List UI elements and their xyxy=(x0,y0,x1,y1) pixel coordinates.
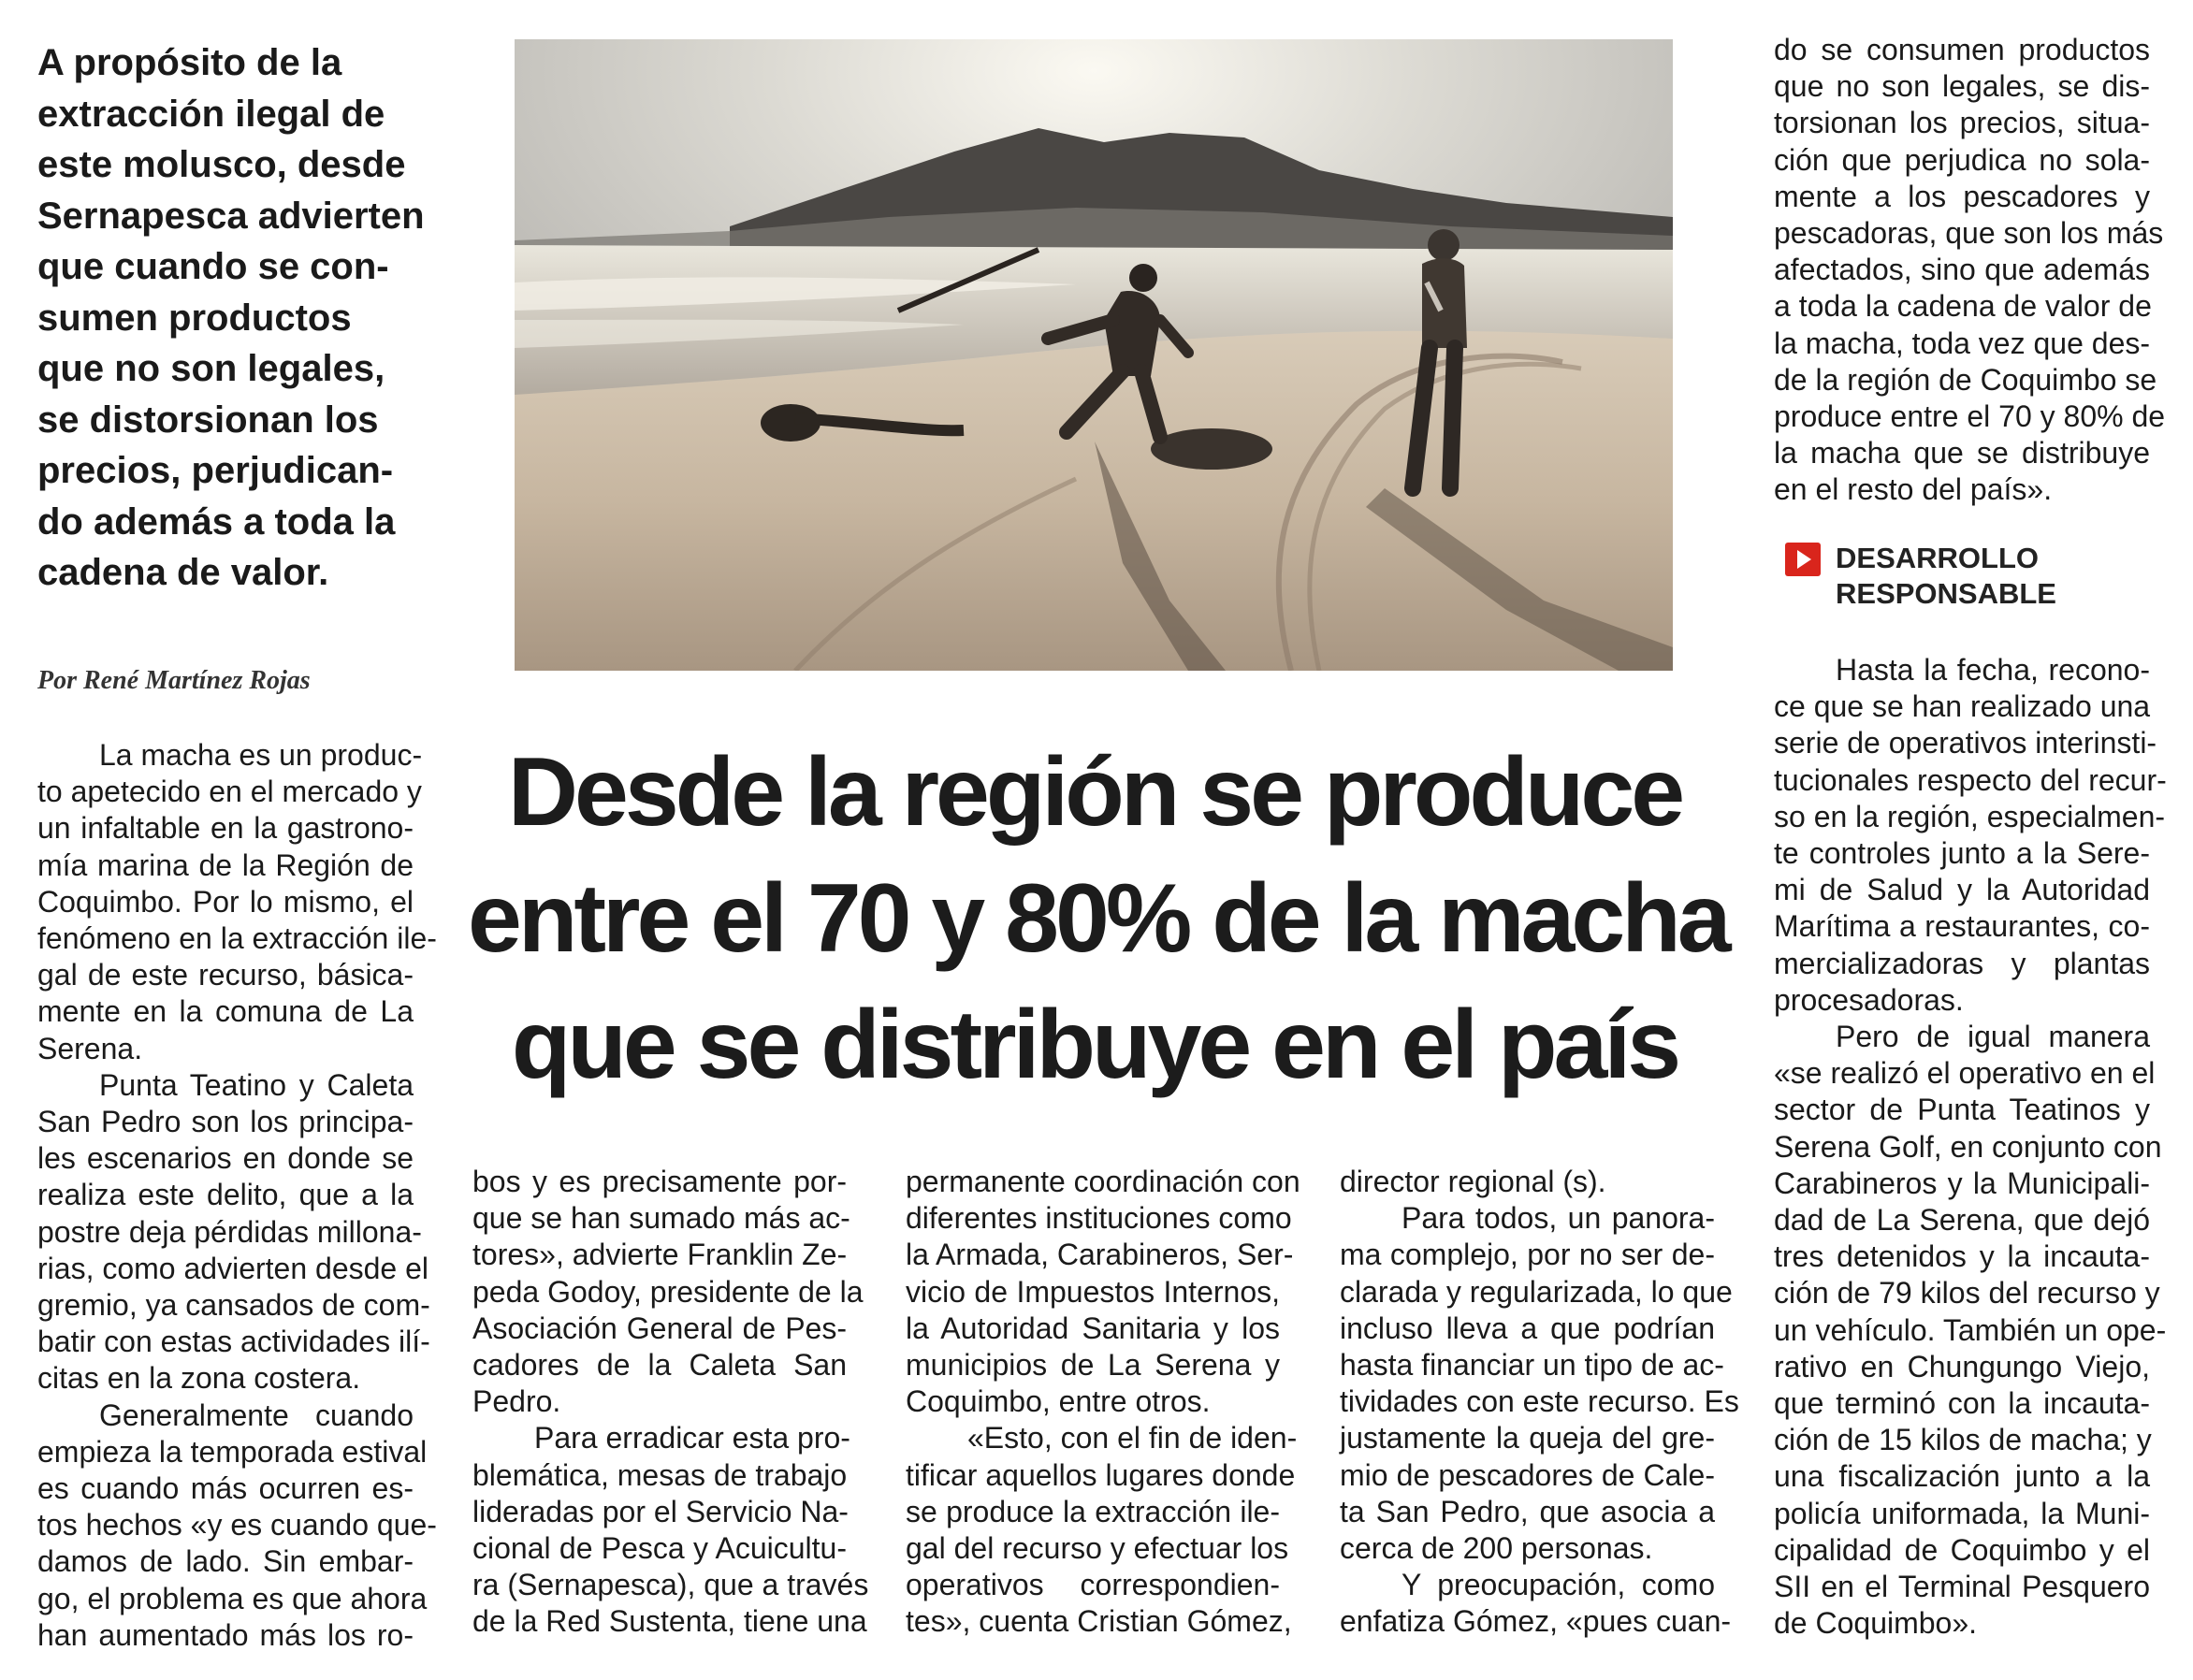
body-line: ta San Pedro, que asocia a xyxy=(1340,1494,1715,1528)
body-line: una fiscalización junto a la xyxy=(1774,1459,2150,1494)
body-line: mente a los pescadores y xyxy=(1774,179,2150,213)
body-line: de la región de Coquimbo se xyxy=(1774,362,2157,397)
body-column-1 xyxy=(37,737,437,1654)
body-line: Serena Golf, en conjunto con xyxy=(1774,1129,2162,1164)
body-line: do se consumen productos xyxy=(1774,33,2150,66)
body-line: ción de 15 kilos de macha; y xyxy=(1774,1423,2152,1457)
body-line: operativos correspondien- xyxy=(906,1568,1280,1602)
body-line: Asociación General de Pes- xyxy=(472,1311,847,1345)
body-line: Coquimbo, entre otros. xyxy=(906,1384,1211,1419)
headline-line: entre el 70 y 80% de la macha xyxy=(468,864,1728,973)
play-marker-icon xyxy=(1785,543,1821,576)
body-column-2 xyxy=(472,1164,869,1641)
body-line: mente en la comuna de La xyxy=(37,994,414,1029)
body-line: cipalidad de Coquimbo y el xyxy=(1774,1532,2150,1567)
body-line: que no son legales, se dis- xyxy=(1774,69,2150,104)
lead-line: A propósito de la xyxy=(37,42,342,83)
body-line: batir con estas actividades ilí- xyxy=(37,1325,430,1359)
body-line: permanente coordinación con xyxy=(906,1165,1300,1198)
body-line: torsionan los precios, situa- xyxy=(1774,106,2150,140)
body-line: cional de Pesca y Acuicultu- xyxy=(472,1531,847,1566)
body-line: «se realizó el operativo en el xyxy=(1774,1056,2156,1091)
body-line: Para todos, un panora- xyxy=(1401,1201,1715,1236)
lead-line: sumen productos xyxy=(37,297,352,339)
body-line: diferentes instituciones como xyxy=(906,1201,1292,1236)
body-line: que se han sumado más ac- xyxy=(472,1201,850,1236)
body-line: enfatiza Gómez, «pues cuan- xyxy=(1340,1604,1732,1639)
subhead-line: DESARROLLO xyxy=(1836,542,2039,574)
body-line: tores», advierte Franklin Ze- xyxy=(472,1238,848,1272)
lead-line: cadena de valor. xyxy=(37,552,329,593)
body-column-4 xyxy=(1340,1164,1739,1641)
body-line: so en la región, especialmen- xyxy=(1774,799,2166,833)
body-line: incluso lleva a que podrían xyxy=(1340,1311,1715,1345)
body-line: Generalmente cuando xyxy=(99,1398,414,1432)
body-line: peda Godoy, presidente de la xyxy=(472,1274,864,1309)
body-line: afectados, sino que además xyxy=(1774,253,2150,287)
body-line: a toda la cadena de valor de xyxy=(1774,289,2152,324)
body-line: damos de lado. Sin embar- xyxy=(37,1544,414,1579)
body-line: ra (Sernapesca), que a través xyxy=(472,1568,869,1602)
body-line: mía marina de la Región de xyxy=(37,847,414,882)
body-line: blemática, mesas de trabajo xyxy=(472,1457,848,1492)
body-line: serie de operativos interinsti- xyxy=(1774,726,2157,760)
body-line: se produce la extracción ile- xyxy=(906,1494,1280,1528)
body-line: tificar aquellos lugares donde xyxy=(906,1457,1296,1492)
body-line: Y preocupación, como xyxy=(1401,1568,1715,1602)
body-column-5b xyxy=(1774,652,2167,1642)
body-line: han aumentado más los ro- xyxy=(37,1617,414,1652)
beach-photo xyxy=(515,39,1673,671)
body-line: es cuando más ocurren es- xyxy=(37,1471,414,1506)
headline-line: Desde la región se produce xyxy=(507,738,1682,847)
body-line: de la Red Sustenta, tiene una xyxy=(472,1604,867,1639)
body-line: «Esto, con el fin de iden- xyxy=(967,1421,1298,1456)
lead-line: precios, perjudican- xyxy=(37,450,394,491)
lead-line: este molusco, desde xyxy=(37,144,406,185)
subhead-line: RESPONSABLE xyxy=(1836,577,2056,610)
body-column-3 xyxy=(906,1164,1300,1641)
body-line: Pero de igual manera xyxy=(1836,1020,2150,1054)
body-line: ce que se han realizado una xyxy=(1774,689,2151,724)
body-line: un vehículo. También un ope- xyxy=(1774,1312,2167,1347)
body-line: Punta Teatino y Caleta xyxy=(99,1067,414,1102)
body-line: cerca de 200 personas. xyxy=(1340,1531,1653,1566)
body-line: citas en la zona costera. xyxy=(37,1361,361,1396)
body-line: cadores de la Caleta San xyxy=(472,1348,847,1383)
lead-paragraph xyxy=(37,37,425,599)
body-line: de Coquimbo». xyxy=(1774,1606,1978,1641)
lead-line: extracción ilegal de xyxy=(37,93,385,135)
body-line: mio de pescadores de Cale- xyxy=(1340,1457,1715,1492)
body-line: tes», cuenta Cristian Gómez, xyxy=(906,1604,1292,1639)
lead-line: Sernapesca advierten xyxy=(37,195,425,237)
body-line: te controles junto a la Sere- xyxy=(1774,836,2150,871)
body-line: pescadoras, que son los más xyxy=(1774,216,2164,251)
body-line: Marítima a restaurantes, co- xyxy=(1774,909,2150,944)
body-line: procesadoras. xyxy=(1774,982,1964,1017)
body-line: Serena. xyxy=(37,1031,143,1065)
body-line: mercializadoras y plantas xyxy=(1774,946,2150,980)
body-line: tos hechos «y es cuando que- xyxy=(37,1508,437,1542)
body-line: clarada y regularizada, lo que xyxy=(1340,1274,1733,1309)
body-line: Hasta la fecha, recono- xyxy=(1836,653,2150,687)
body-line: fenómeno en la extracción ile- xyxy=(37,921,437,956)
body-line: San Pedro son los principa- xyxy=(37,1105,414,1139)
byline: Por René Martínez Rojas xyxy=(37,666,311,695)
body-line: la Autoridad Sanitaria y los xyxy=(906,1311,1280,1345)
body-line: director regional (s). xyxy=(1340,1165,1606,1198)
body-line: en el resto del país». xyxy=(1774,472,2053,507)
lead-line: que cuando se con- xyxy=(37,246,389,287)
body-line: empieza la temporada estival xyxy=(37,1434,428,1469)
body-line: gremio, ya cansados de com- xyxy=(37,1288,430,1323)
lead-line: que no son legales, xyxy=(37,348,385,389)
body-line: la Armada, Carabineros, Ser- xyxy=(906,1238,1294,1272)
headline-line: que se distribuye en el país xyxy=(511,991,1678,1099)
body-line: Pedro. xyxy=(472,1384,561,1419)
body-line: ma complejo, por no ser de- xyxy=(1340,1238,1715,1272)
body-line: tres detenidos y la incauta- xyxy=(1774,1239,2150,1274)
body-line: realiza este delito, que a la xyxy=(37,1178,414,1212)
body-line: sector de Punta Teatinos y xyxy=(1774,1093,2150,1127)
body-line: dad de La Serena, que dejó xyxy=(1774,1203,2150,1238)
body-line: Carabineros y la Municipali- xyxy=(1774,1166,2150,1200)
body-line: rias, como advierten desde el xyxy=(37,1251,428,1285)
body-line: les escenarios en donde se xyxy=(37,1141,414,1176)
body-line: go, el problema es que ahora xyxy=(37,1581,428,1615)
body-line: policía uniformada, la Muni- xyxy=(1774,1496,2150,1530)
body-line: Coquimbo. Por lo mismo, el xyxy=(37,884,414,919)
subhead-text xyxy=(1836,541,2172,612)
body-line: mi de Salud y la Autoridad xyxy=(1774,873,2150,907)
body-line: ción de 79 kilos del recurso y xyxy=(1774,1276,2160,1311)
body-line: municipios de La Serena y xyxy=(906,1348,1280,1383)
body-line: La macha es un produc- xyxy=(99,738,423,772)
body-line: produce entre el 70 y 80% de xyxy=(1774,399,2166,434)
body-line: postre deja pérdidas millona- xyxy=(37,1214,422,1249)
body-line: tucionales respecto del recur- xyxy=(1774,762,2167,797)
body-line: bos y es precisamente por- xyxy=(472,1165,847,1198)
body-line: vicio de Impuestos Internos, xyxy=(906,1274,1280,1309)
lead-line: do además a toda la xyxy=(37,500,396,543)
body-line: que terminó con la incauta- xyxy=(1774,1386,2150,1421)
body-line: ción que perjudica no sola- xyxy=(1774,142,2150,177)
body-line: lideradas por el Servicio Na- xyxy=(472,1494,849,1528)
article-headline xyxy=(468,730,1728,1108)
body-line: Para erradicar esta pro- xyxy=(534,1421,850,1456)
body-line: gal del recurso y efectuar los xyxy=(906,1531,1289,1566)
body-line: un infaltable en la gastrono- xyxy=(37,811,414,846)
body-line: to apetecido en el mercado y xyxy=(37,775,422,809)
body-line: la macha, toda vez que des- xyxy=(1774,326,2151,360)
body-line: hasta financiar un tipo de ac- xyxy=(1340,1348,1724,1383)
body-line: rativo en Chungungo Viejo, xyxy=(1774,1349,2150,1383)
body-line: la macha que se distribuye xyxy=(1774,436,2150,471)
body-line: SII en el Terminal Pesquero xyxy=(1774,1570,2150,1604)
body-line: tividades con este recurso. Es xyxy=(1340,1384,1739,1419)
body-line: gal de este recurso, básica- xyxy=(37,958,414,992)
lead-line: se distorsionan los xyxy=(37,398,379,441)
body-column-5 xyxy=(1774,32,2166,509)
body-line: justamente la queja del gre- xyxy=(1340,1421,1715,1456)
